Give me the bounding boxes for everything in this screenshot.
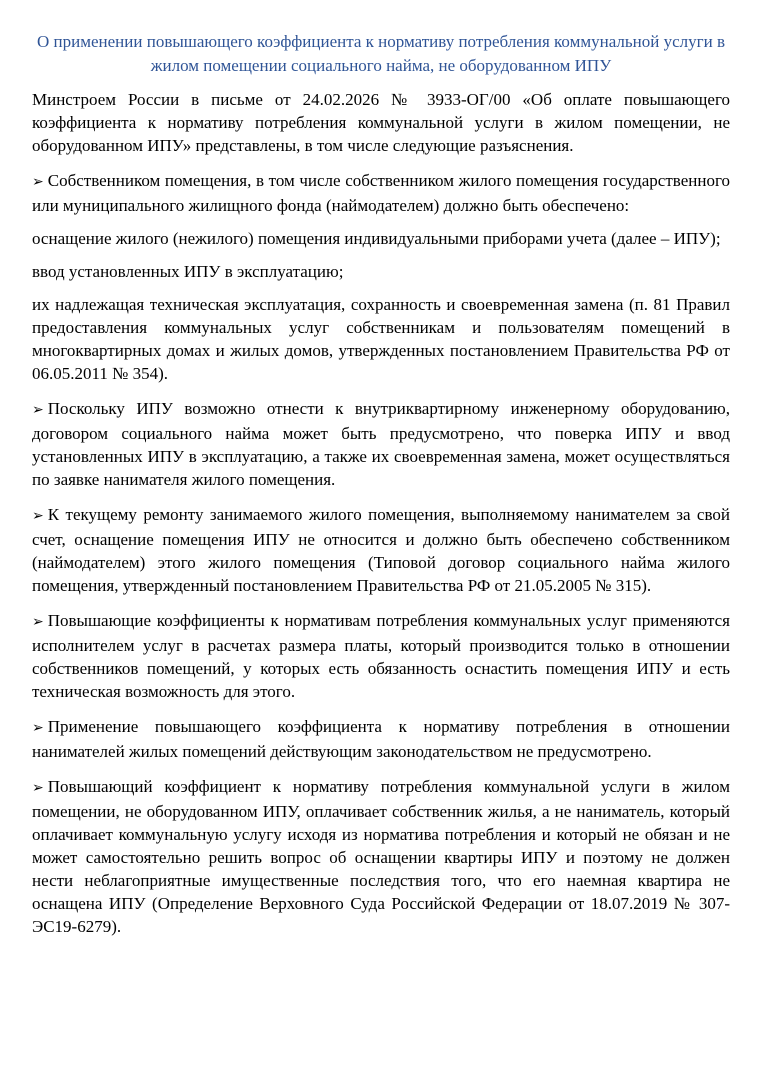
arrow-bullet-icon: ➢ bbox=[32, 780, 44, 796]
arrow-bullet-icon: ➢ bbox=[32, 402, 44, 418]
bullet-paragraph-coefficients bbox=[32, 609, 730, 703]
paragraph-text: Собственником помещения, в том числе собственником жилого помещения государственного или муниципального жилищного фонда (наймодателем) должно быть обеспечено: bbox=[32, 171, 730, 215]
arrow-bullet-icon: ➢ bbox=[32, 508, 44, 524]
paragraph-text: Поскольку ИПУ возможно отнести к внутриквартирному инженерному оборудованию, договором социального найма может быть предусмотрено, что поверка ИПУ и ввод установленных ИПУ в эксплуатацию, а также их своевременная замена, может осуществляться по заявке нанимателя жилого помещения. bbox=[32, 399, 730, 489]
document-title: О применении повышающего коэффициента к нормативу потребления коммунальной услуги в жилом помещении социального найма, не оборудованном ИПУ bbox=[37, 32, 725, 75]
paragraph-text: Минстроем России в письме от 24.02.2026 № 3933-ОГ/00 «Об оплате повышающего коэффициента к нормативу потребления коммунальной услуги в жилом помещении, не оборудованном ИПУ» представлены, в том числе следующие разъяснения. bbox=[32, 90, 730, 155]
duty-item-install bbox=[32, 227, 730, 250]
arrow-bullet-icon: ➢ bbox=[32, 720, 44, 736]
paragraph-text: их надлежащая техническая эксплуатация, сохранность и своевременная замена (п. 81 Правил предоставления коммунальных услуг собственникам и пользователям помещений в многоквартирных домах и жилых домов, утвержденных постановлением Правительства РФ от 06.05.2011 № 354). bbox=[32, 295, 730, 383]
paragraph-text: К текущему ремонту занимаемого жилого помещения, выполняемому нанимателем за свой счет, оснащение помещения ИПУ не относится и должно быть обеспечено собственником (наймодателем) этого жилого помещения (Типовой договор социального найма жилого помещения, утвержденный постановлением Правительства РФ от 21.05.2005 № 315). bbox=[32, 505, 730, 595]
paragraph-text: Повышающий коэффициент к нормативу потребления коммунальной услуги в жилом помещении, не оборудованном ИПУ, оплачивает собственник жилья, а не наниматель, который оплачивает коммунальную услугу исходя из норматива потребления и который не обязан и не может самостоятельно решить вопрос об оснащении квартиры ИПУ и поэтому не должен нести неблагоприятные имущественные последствия того, что его наемная квартира не оснащена ИПУ (Определение Верховного Суда Российской Федерации от 18.07.2019 № 307-ЭС19-6279). bbox=[32, 777, 730, 936]
intro-paragraph bbox=[32, 88, 730, 157]
paragraph-text: оснащение жилого (нежилого) помещения индивидуальными приборами учета (далее – ИПУ); bbox=[32, 229, 721, 248]
bullet-paragraph-current-repair bbox=[32, 503, 730, 597]
paragraph-text: ввод установленных ИПУ в эксплуатацию; bbox=[32, 262, 344, 281]
bullet-paragraph-supreme-court bbox=[32, 775, 730, 938]
bullet-paragraph-tenants bbox=[32, 715, 730, 763]
paragraph-text: Применение повышающего коэффициента к нормативу потребления в отношении нанимателей жилых помещений действующим законодательством не предусмотрено. bbox=[32, 717, 730, 761]
arrow-bullet-icon: ➢ bbox=[32, 614, 44, 630]
arrow-bullet-icon: ➢ bbox=[32, 174, 44, 190]
duty-item-maintenance bbox=[32, 293, 730, 385]
paragraph-text: Повышающие коэффициенты к нормативам потребления коммунальных услуг применяются исполнителем услуг в расчетах размера платы, который производится только в отношении собственников помещений, у которых есть обязанность оснастить помещения ИПУ и есть техническая возможность для этого. bbox=[32, 611, 730, 701]
duty-item-commission bbox=[32, 260, 730, 283]
bullet-paragraph-social-lease bbox=[32, 397, 730, 491]
bullet-paragraph-owner-duties bbox=[32, 169, 730, 217]
